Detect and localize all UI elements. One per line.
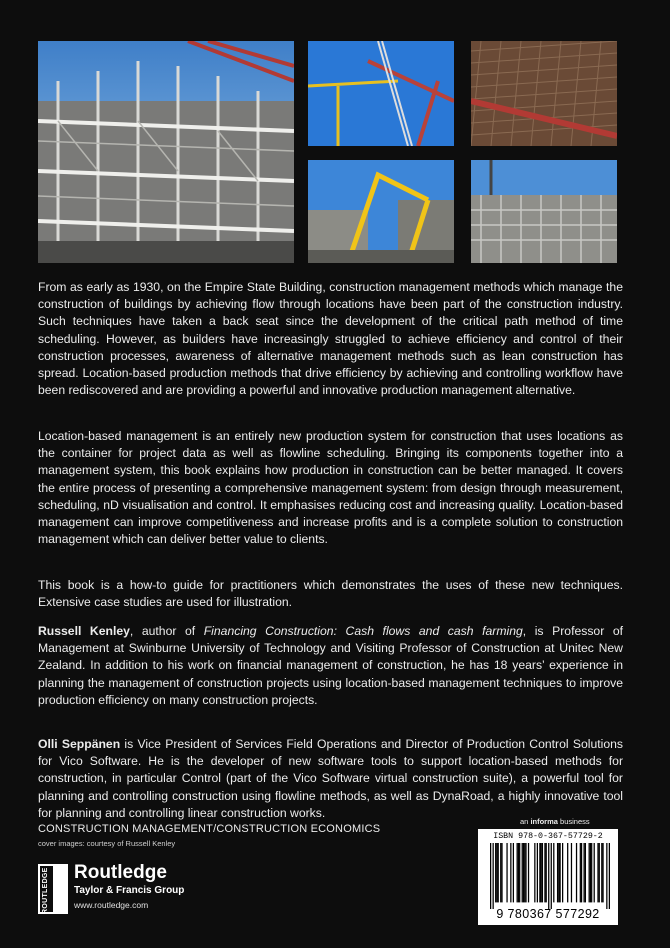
barcode-bar [571, 843, 572, 902]
barcode-bar [506, 843, 507, 902]
barcode-bar [609, 843, 610, 909]
barcode-bar [513, 843, 514, 902]
barcode-bar [534, 843, 535, 902]
barcode-bar [606, 843, 607, 909]
author-bio-seppanen [38, 736, 623, 822]
barcode-bar [585, 843, 586, 902]
isbn-barcode [478, 829, 618, 925]
barcode-bar [501, 843, 502, 902]
barcode-bar [522, 843, 523, 902]
yellow-crane-site-photo [308, 160, 454, 263]
barcode-bar [518, 843, 519, 902]
publisher-logo [38, 862, 238, 918]
subject-category: CONSTRUCTION MANAGEMENT/CONSTRUCTION ECONOMICS [38, 823, 381, 835]
author-bio-text: is Vice President of Services Field Operations and Director of Production Control Solutions for Vico Software. He is the developer of new software tools to support location-based methods for construction, in particular Control (part of the Vico Software virtual construction suite), a powerful tool for planning and controlling construction using flowline methods, as well as DynaRoad, a highly innovative tool for planning and controlling linear construction works. [38, 737, 623, 820]
author-name: Olli Seppänen [38, 737, 121, 751]
barcode-bar [544, 843, 545, 902]
barcode-bar [490, 843, 491, 909]
tower-cranes-blue-sky-photo [308, 41, 454, 146]
barcode-bar [546, 843, 547, 902]
informa-business-tag: an informa business [520, 817, 590, 826]
barcode-bar [602, 843, 603, 902]
author-bio-kenley [38, 623, 623, 709]
barcode-bar [539, 843, 540, 902]
publisher-group: Taylor & Francis Group [74, 885, 185, 896]
author-bio-text: , author of [129, 624, 204, 638]
barcode-bar [589, 843, 590, 902]
barcode-bar [599, 843, 600, 902]
ean-number: 9 780367 577292 [496, 907, 600, 921]
author-name: Russell Kenley [38, 624, 130, 638]
barcode-bar [524, 843, 525, 902]
scaffolded-building-photo [471, 160, 617, 263]
barcode-bar [583, 843, 584, 902]
barcode-bar [537, 843, 538, 902]
rebar-mesh-deck-photo [471, 41, 617, 146]
blurb-paragraph-3: This book is a how-to guide for practitioners which demonstrates the uses of these new techniques. Extensive case studies are used for illustration. [38, 578, 623, 610]
barcode-bar [500, 843, 501, 902]
barcode-bar [519, 843, 520, 902]
barcode-bar [542, 843, 543, 902]
barcode-bar [590, 843, 591, 902]
barcode-bar [557, 843, 558, 902]
barcode-bar [562, 843, 563, 902]
barcode-bar [576, 843, 577, 902]
barcode-bar [597, 843, 598, 902]
barcode-bar [510, 843, 511, 902]
barcode-bar [541, 843, 542, 902]
barcode-bar [581, 843, 582, 902]
steel-frame-scaffolding-photo [38, 41, 294, 263]
barcode-bar [580, 843, 581, 902]
barcode-bar [594, 843, 595, 902]
barcode-bar [496, 843, 497, 902]
blurb-paragraph-1: From as early as 1930, on the Empire State Building, construction management methods which manage the construction of buildings by achieving flow through locations have been part of the construction industry. Such techniques have taken a back seat since the development of the critical path method of time scheduling. However, as builders have increasingly struggled to achieve efficiency and control of their construction processes, awareness of alternative management methods such as lean construction has spread. Location-based production methods that drive efficiency by achieving and controlling workflow have been rediscovered and are providing a powerful and innovative production management alternative. [38, 280, 623, 398]
barcode-bar [493, 843, 494, 909]
publisher-name: Routledge [74, 862, 167, 883]
isbn-number: ISBN 978-0-367-57729-2 [493, 832, 603, 841]
barcode-bar [548, 843, 549, 909]
barcode-bar [525, 843, 526, 902]
logo-vertical-text: ROUTLEDGE [42, 867, 49, 914]
barcode-bar [523, 843, 524, 902]
barcode-bar [498, 843, 499, 902]
barcode-bar [551, 843, 552, 909]
barcode-bar [558, 843, 559, 902]
author-bio-text: , is Professor of Management at Swinburne University of Technology and Visiting Professor of Construction at Unitec New Zealand. In addition to his work on financial management of construction, he has 18 years’ experience in planning the management of construction projects using location-based management techniques to improve production efficiency on many construction projects. [38, 624, 623, 707]
barcode-bar [559, 843, 560, 902]
publisher-url: www.routledge.com [74, 900, 149, 910]
barcode-bar [553, 843, 554, 902]
book-title: Financing Construction: Cash flows and cash farming [203, 624, 523, 638]
barcode-bar [517, 843, 518, 902]
cover-image-credit: cover images: courtesy of Russell Kenley [38, 839, 176, 848]
barcode-bar [601, 843, 602, 902]
blurb-paragraph-2: Location-based management is an entirely new production system for construction that uses locations as the container for project data as well as flowline scheduling. Bringing its components together into a management system, this book explains how production in construction can be better managed. It covers the entire process of presenting a comprehensive management system: from design through measurement, scheduling, nD visualisation and control. It emphasises reducing cost and increasing quality. Location-based management can improve competitiveness and increase profits and is a complete solution to construction management which can deliver better value to clients. [38, 429, 623, 547]
barcode-bar [495, 843, 496, 902]
barcode-bar [591, 843, 592, 902]
barcode-bar [528, 843, 529, 902]
barcode-bar [567, 843, 568, 902]
barcode-bars [490, 843, 610, 909]
informa-brand: informa [530, 817, 558, 826]
